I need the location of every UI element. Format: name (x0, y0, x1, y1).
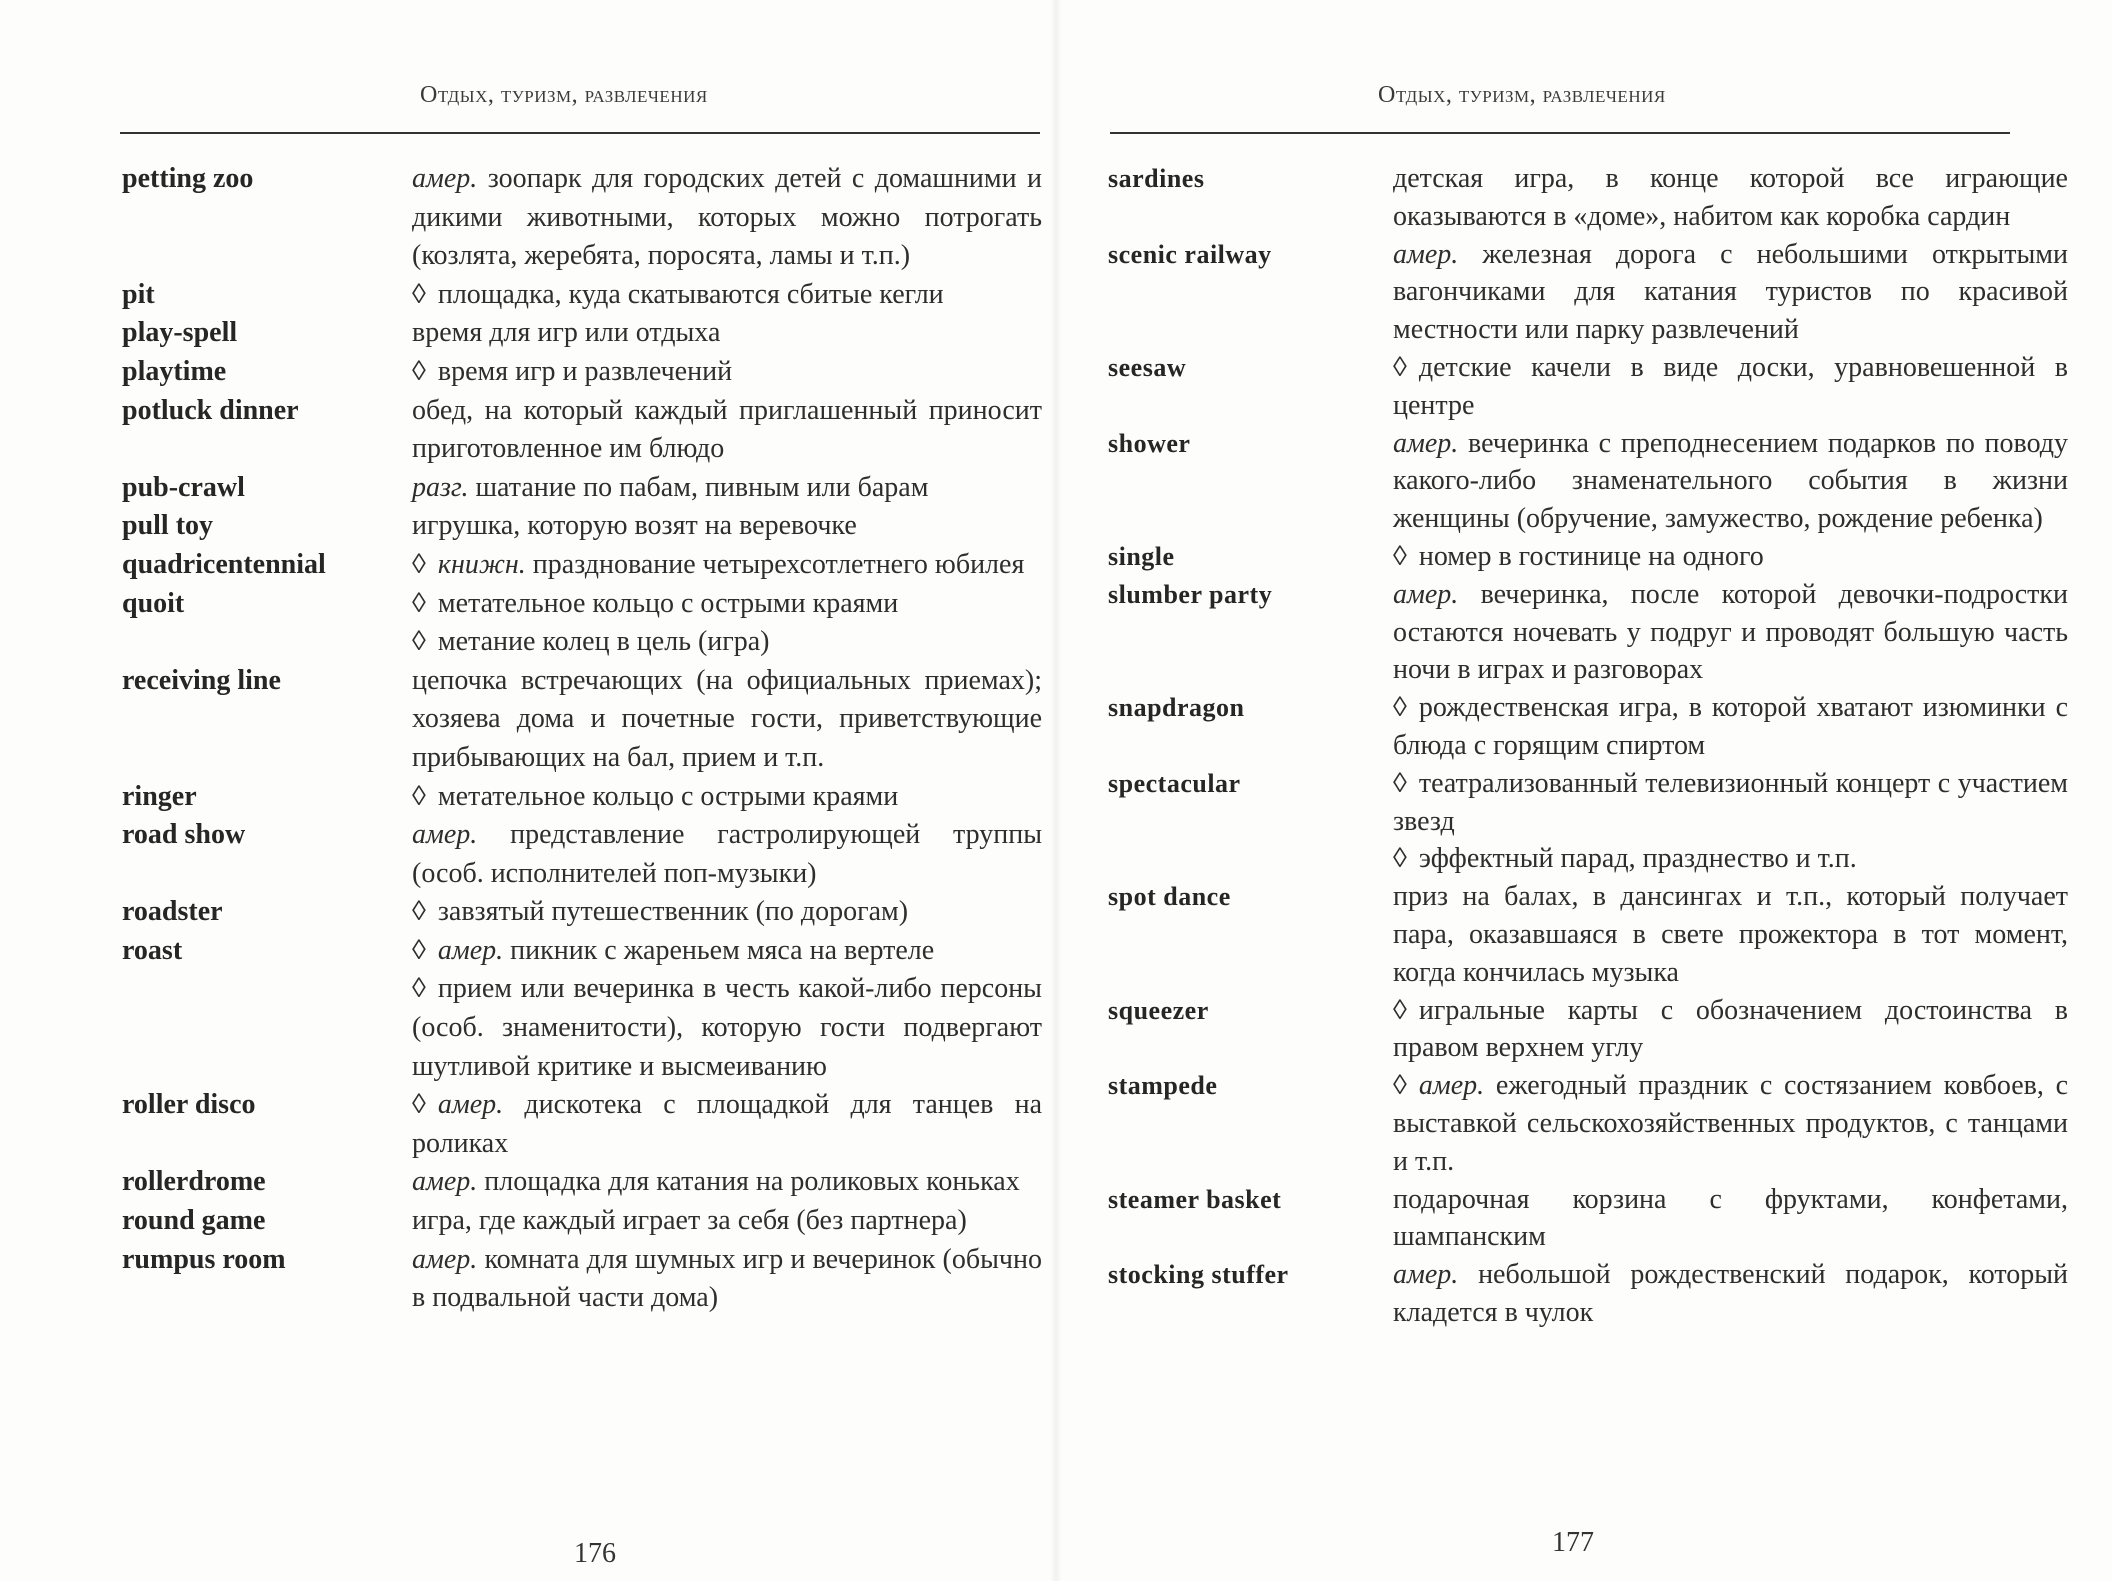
definition-sense (412, 314, 1042, 353)
entry-definitions (412, 1086, 1042, 1163)
dictionary-entry (122, 585, 1042, 662)
entry-term: stampede (1108, 1071, 1218, 1101)
entry-definitions (412, 507, 1042, 546)
entry-definitions (1393, 1256, 2068, 1332)
definition-text: цепочка встречающих (на официальных приемах); хозяева дома и почетные гости, приветствующие прибывающих на бал, прием и т.п. (412, 664, 1042, 773)
definition-text: комната для шумных игр и вечеринок (обычно в подвальной части дома) (412, 1243, 1043, 1314)
definition-text: празднование четырехсотлетнего юбилея (532, 548, 1025, 580)
sense-marker: ◊ (412, 626, 426, 658)
entry-term: stocking stuffer (1108, 1260, 1289, 1290)
sense-marker: ◊ (1393, 767, 1407, 799)
definition-text: детские качели в виде доски, уравновешенной в центре (1393, 351, 2068, 421)
dictionary-entry (1108, 765, 2068, 878)
running-head: Отдых, туризм, развлечения (1378, 82, 1666, 108)
usage-label: амер. (437, 1089, 504, 1121)
definition-text: игральные карты с обозначением достоинства в правом верхнем углу (1393, 994, 2068, 1064)
definition-text: площадка для катания на роликовых коньках (484, 1166, 1020, 1198)
dictionary-entry (122, 932, 1042, 1086)
header-rule (120, 132, 1040, 134)
usage-label: амер. (412, 163, 478, 194)
definition-text: завзятый путешественник (по дорогам) (437, 896, 909, 928)
entry-definitions (412, 353, 1042, 392)
definition-sense (1393, 160, 2068, 236)
definition-sense (1393, 236, 2068, 349)
definition-text: вечеринка с преподнесением подарков по поводу какого-либо знаменательного события в жизни женщины (обручение, замужество, рождение ребенка) (1393, 427, 2069, 535)
dictionary-entry (122, 276, 1042, 315)
definition-text: игрушка, которую возят на веревочке (412, 510, 857, 542)
entry-term: single (1108, 541, 1175, 571)
definition-sense (1393, 1256, 2068, 1332)
definition-sense (412, 392, 1042, 469)
entry-definitions (412, 392, 1042, 469)
entry-term: quadricentennial (122, 548, 326, 580)
definition-sense (412, 1163, 1042, 1202)
entry-definitions (412, 1241, 1042, 1318)
dictionary-entry (1108, 236, 2068, 349)
dictionary-entry (122, 1086, 1042, 1163)
sense-marker: ◊ (1393, 843, 1407, 875)
definition-text: метательное кольцо с острыми краями (437, 587, 899, 619)
sense-marker: ◊ (412, 278, 426, 310)
definition-sense (1393, 840, 2068, 878)
dictionary-entry (1108, 992, 2068, 1068)
dictionary-entry (122, 778, 1042, 817)
definition-text: зоопарк для городских детей с домашними и дикими животными, которых можно потрогать (козлята, жеребята, поросята, ламы и т.п.) (412, 163, 1043, 272)
definition-text: время игр и развлечений (437, 355, 733, 387)
definition-text: эффектный парад, празднество и т.п. (1418, 843, 1857, 875)
sense-marker: ◊ (1393, 994, 1407, 1026)
entry-term: petting zoo (122, 163, 254, 194)
dictionary-entry (122, 816, 1042, 893)
dictionary-entry (122, 160, 1042, 276)
dictionary-entry (1108, 538, 2068, 576)
definition-sense (1393, 349, 2068, 425)
dictionary-entry (122, 314, 1042, 353)
entry-definitions (1393, 765, 2068, 878)
entry-term: slumber party (1108, 579, 1273, 609)
definition-text: площадка, куда скатываются сбитые кегли (437, 278, 944, 310)
entry-definitions (1393, 236, 2068, 349)
definition-sense (1393, 576, 2068, 689)
definition-text: вечеринка, после которой девочки-подростки остаются ночевать у подруг и проводят большую часть ночи в играх и разговорах (1393, 578, 2068, 686)
entry-term: rumpus room (122, 1243, 286, 1275)
definition-sense (1393, 689, 2068, 765)
dictionary-entry (1108, 878, 2068, 991)
entry-definitions (1393, 160, 2068, 236)
definition-sense (412, 276, 1042, 315)
header-rule (1110, 132, 2010, 134)
definition-text: ежегодный праздник с состязанием ковбоев, с выставкой сельскохозяйственных продуктов, с танцами и т.п. (1393, 1070, 2068, 1177)
definition-text: дискотека с площадкой для танцев на роликах (412, 1089, 1042, 1159)
definition-sense (1393, 765, 2068, 841)
usage-label: книжн. (437, 548, 526, 580)
entry-definitions (412, 662, 1042, 778)
entry-term: seesaw (1108, 352, 1187, 382)
definition-text: метательное кольцо с острыми краями (437, 780, 899, 812)
definition-text: шатание по пабам, пивным или барам (475, 471, 929, 503)
entry-term: receiving line (122, 664, 281, 696)
dictionary-entry (1108, 425, 2068, 538)
entry-term: pull toy (122, 510, 214, 542)
definition-text: прием или вечеринка в честь какой-либо персоны (особ. знаменитости), которую гости подвергают шутливой критике и высмеиванию (412, 973, 1042, 1082)
entry-definitions (412, 585, 1042, 662)
definition-text: время для игр или отдыха (412, 317, 721, 349)
dictionary-entry (1108, 1181, 2068, 1257)
dictionary-entry (1108, 1067, 2068, 1180)
sense-marker: ◊ (1393, 351, 1407, 383)
definition-text: приз на балах, в дансингах и т.п., который получает пара, оказавшаяся в свете прожектора в тот момент, когда кончилась музыка (1393, 881, 2068, 988)
definition-sense (412, 585, 1042, 624)
sense-marker: ◊ (1393, 692, 1407, 724)
entry-definitions (1393, 538, 2068, 576)
definition-sense (1393, 1181, 2068, 1257)
entry-list (1108, 160, 2068, 1332)
sense-marker: ◊ (412, 355, 426, 387)
definition-sense (412, 893, 1042, 932)
definition-text: обед, на который каждый приглашенный приносит приготовленное им блюдо (412, 394, 1042, 465)
entry-term: potluck dinner (122, 394, 299, 426)
definition-text: рождественская игра, в которой хватают изюминки с блюда с горящим спиртом (1393, 692, 2068, 761)
usage-label: амер. (412, 1166, 478, 1198)
entry-term: quoit (122, 587, 185, 619)
running-head: Отдых, туризм, развлечения (420, 82, 708, 108)
usage-label: амер. (1393, 427, 1459, 459)
entry-term: road show (122, 819, 246, 851)
definition-sense (412, 970, 1042, 1086)
entry-list (122, 160, 1042, 1318)
definition-text: представление гастролирующей труппы (особ. исполнителей поп-музыки) (412, 819, 1043, 889)
page-number: 177 (1552, 1527, 1594, 1558)
entry-term: round game (122, 1205, 266, 1237)
page-number: 176 (574, 1538, 616, 1569)
definition-sense (412, 353, 1042, 392)
dictionary-entry (122, 662, 1042, 778)
entry-definitions (1393, 1181, 2068, 1257)
sense-marker: ◊ (1393, 1070, 1407, 1102)
right-page (1056, 0, 2112, 1581)
definition-sense (1393, 878, 2068, 991)
dictionary-entry (1108, 576, 2068, 689)
definition-sense (1393, 992, 2068, 1068)
definition-text: пикник с жареньем мяса на вертеле (510, 934, 935, 966)
entry-term: rollerdrome (122, 1166, 266, 1198)
entry-term: shower (1108, 428, 1191, 458)
dictionary-entry (122, 469, 1042, 508)
entry-term: playtime (122, 355, 227, 387)
entry-definitions (412, 469, 1042, 508)
entry-definitions (412, 816, 1042, 893)
sense-marker: ◊ (412, 587, 426, 619)
dictionary-entry (122, 1202, 1042, 1241)
entry-term: snapdragon (1108, 693, 1245, 723)
entry-definitions (1393, 349, 2068, 425)
entry-definitions (1393, 992, 2068, 1068)
definition-text: номер в гостинице на одного (1418, 540, 1764, 572)
entry-term: squeezer (1108, 995, 1209, 1025)
sense-marker: ◊ (1393, 540, 1407, 572)
dictionary-entry (122, 1163, 1042, 1202)
usage-label: амер. (1418, 1070, 1485, 1102)
definition-sense (1393, 538, 2068, 576)
entry-definitions (412, 314, 1042, 353)
entry-definitions (412, 160, 1042, 276)
sense-marker: ◊ (412, 896, 426, 928)
entry-definitions (1393, 689, 2068, 765)
usage-label: амер. (1393, 1259, 1459, 1291)
definition-sense (412, 932, 1042, 971)
entry-definitions (412, 276, 1042, 315)
definition-text: детская игра, в конце которой все играющие оказываются в «доме», набитом как коробка сардин (1393, 163, 2068, 232)
dictionary-entry (122, 1241, 1042, 1318)
definition-sense (412, 1202, 1042, 1241)
usage-label: амер. (1393, 238, 1459, 270)
entry-definitions (412, 546, 1042, 585)
usage-label: амер. (1393, 578, 1459, 610)
dictionary-entry (1108, 1256, 2068, 1332)
entry-term: roadster (122, 896, 223, 928)
definition-sense (412, 1241, 1042, 1318)
definition-text: метание колец в цель (игра) (437, 626, 770, 658)
sense-marker: ◊ (412, 1089, 426, 1121)
usage-label: амер. (437, 934, 504, 966)
dictionary-entry (122, 546, 1042, 585)
definition-sense (412, 816, 1042, 893)
entry-definitions (412, 1202, 1042, 1241)
dictionary-entry (122, 893, 1042, 932)
definition-sense (412, 507, 1042, 546)
entry-term: roast (122, 934, 183, 966)
sense-marker: ◊ (412, 973, 426, 1005)
entry-term: ringer (122, 780, 197, 812)
dictionary-entry (1108, 160, 2068, 236)
entry-definitions (1393, 425, 2068, 538)
dictionary-entry (1108, 689, 2068, 765)
definition-sense (412, 778, 1042, 817)
entry-term: roller disco (122, 1089, 256, 1121)
dictionary-entry (122, 392, 1042, 469)
entry-definitions (412, 893, 1042, 932)
usage-label: амер. (412, 819, 478, 851)
definition-sense (412, 160, 1042, 276)
entry-definitions (1393, 1067, 2068, 1180)
entry-term: steamer basket (1108, 1184, 1282, 1214)
sense-marker: ◊ (412, 934, 426, 966)
entry-definitions (1393, 576, 2068, 689)
definition-text: небольшой рождественский подарок, который кладется в чулок (1393, 1259, 2068, 1328)
definition-sense (412, 546, 1042, 585)
dictionary-entry (122, 353, 1042, 392)
entry-term: play-spell (122, 317, 238, 349)
entry-definitions (412, 1163, 1042, 1202)
sense-marker: ◊ (412, 548, 426, 580)
entry-term: spectacular (1108, 768, 1241, 798)
definition-text: железная дорога с небольшими открытыми вагончиками для катания туристов по красивой местности или парку развлечений (1393, 238, 2068, 346)
entry-term: scenic railway (1108, 239, 1272, 269)
definition-text: игра, где каждый играет за себя (без партнера) (412, 1205, 967, 1237)
definition-sense (412, 469, 1042, 508)
definition-text: подарочная корзина с фруктами, конфетами, шампанским (1393, 1183, 2068, 1253)
dictionary-entry (1108, 349, 2068, 425)
definition-sense (1393, 1067, 2068, 1180)
dictionary-entry (122, 507, 1042, 546)
sense-marker: ◊ (412, 780, 426, 812)
entry-term: sardines (1108, 164, 1205, 193)
entry-definitions (1393, 878, 2068, 991)
definition-sense (412, 662, 1042, 778)
definition-text: театрализованный телевизионный концерт с участием звезд (1393, 767, 2068, 837)
entry-definitions (412, 932, 1042, 1086)
entry-definitions (412, 778, 1042, 817)
usage-label: амер. (412, 1243, 478, 1275)
entry-term: spot dance (1108, 882, 1231, 912)
definition-sense (412, 623, 1042, 662)
usage-label: разг. (412, 471, 469, 503)
definition-sense (1393, 425, 2068, 538)
entry-term: pub-crawl (122, 471, 245, 503)
definition-sense (412, 1086, 1042, 1163)
entry-term: pit (122, 278, 155, 310)
